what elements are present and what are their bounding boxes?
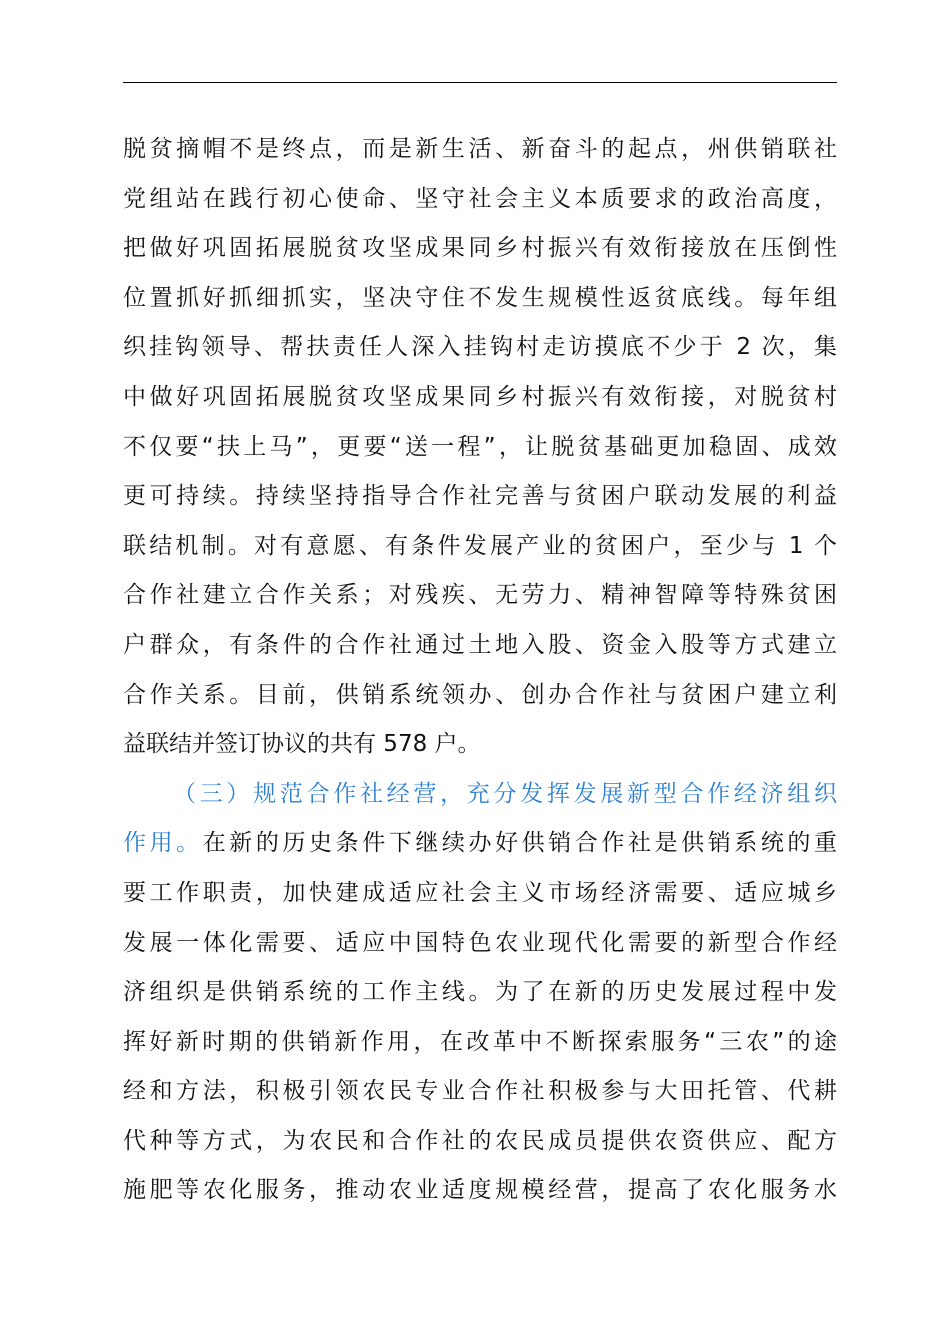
section-text: 在新的历史条件下继续办好供销合作社是供销系统的重	[202, 830, 837, 857]
text-line: 织挂钩领导、帮扶责任人深入挂钩村走访摸底不少于 2 次，集	[123, 334, 837, 361]
text-line: 脱贫摘帽不是终点，而是新生活、新奋斗的起点，州供销联社	[123, 136, 837, 162]
text-line	[123, 819, 837, 869]
text-line: 位置抓好抓细抓实，坚决守住不发生规模性返贫底线。每年组	[123, 284, 837, 311]
text-line: 联结机制。对有意愿、有条件发展产业的贫困户，至少与 1 个	[123, 532, 837, 559]
text-line: 不仅要“扶上马”，更要“送一程”，让脱贫基础更加稳固、成效	[123, 433, 837, 460]
text-line: 发展一体化需要、适应中国特色农业现代化需要的新型合作经	[123, 929, 837, 956]
text-line: 党组站在践行初心使命、坚守社会主义本质要求的政治高度，	[123, 185, 837, 212]
text-line: 中做好巩固拓展脱贫攻坚成果同乡村振兴有效衔接，对脱贫村	[123, 383, 837, 410]
paragraph-cooperative-management	[123, 770, 837, 1216]
header-rule	[123, 82, 837, 83]
text-line: 户群众，有条件的合作社通过土地入股、资金入股等方式建立	[123, 631, 837, 658]
section-heading-end: 作用。	[123, 830, 203, 857]
text-line: 益联结并签订协议的共有 578 户。	[123, 731, 481, 758]
paragraph-poverty-alleviation	[123, 125, 837, 770]
text-line: 把做好巩固拓展脱贫攻坚成果同乡村振兴有效衔接放在压倒性	[123, 235, 837, 262]
text-line: 合作关系。目前，供销系统领办、创办合作社与贫困户建立利	[123, 681, 837, 708]
document-body	[123, 125, 837, 1216]
section-heading: （三）规范合作社经营，充分发挥发展新型合作经济组织	[173, 780, 837, 807]
text-line: 更可持续。持续坚持指导合作社完善与贫困户联动发展的利益	[123, 483, 837, 510]
text-line: 施肥等农化服务，推动农业适度规模经营，提高了农化服务水	[123, 1177, 837, 1204]
text-line: 代种等方式，为农民和合作社的农民成员提供农资供应、配方	[123, 1127, 837, 1154]
text-line: 合作社建立合作关系；对残疾、无劳力、精神智障等特殊贫困	[123, 582, 837, 609]
text-line: 挥好新时期的供销新作用，在改革中不断探索服务“三农”的途	[123, 1028, 837, 1055]
text-line: 济组织是供销系统的工作主线。为了在新的历史发展过程中发	[123, 979, 837, 1006]
text-line: 经和方法，积极引领农民专业合作社积极参与大田托管、代耕	[123, 1078, 837, 1105]
text-line: 要工作职责，加快建成适应社会主义市场经济需要、适应城乡	[123, 879, 837, 906]
